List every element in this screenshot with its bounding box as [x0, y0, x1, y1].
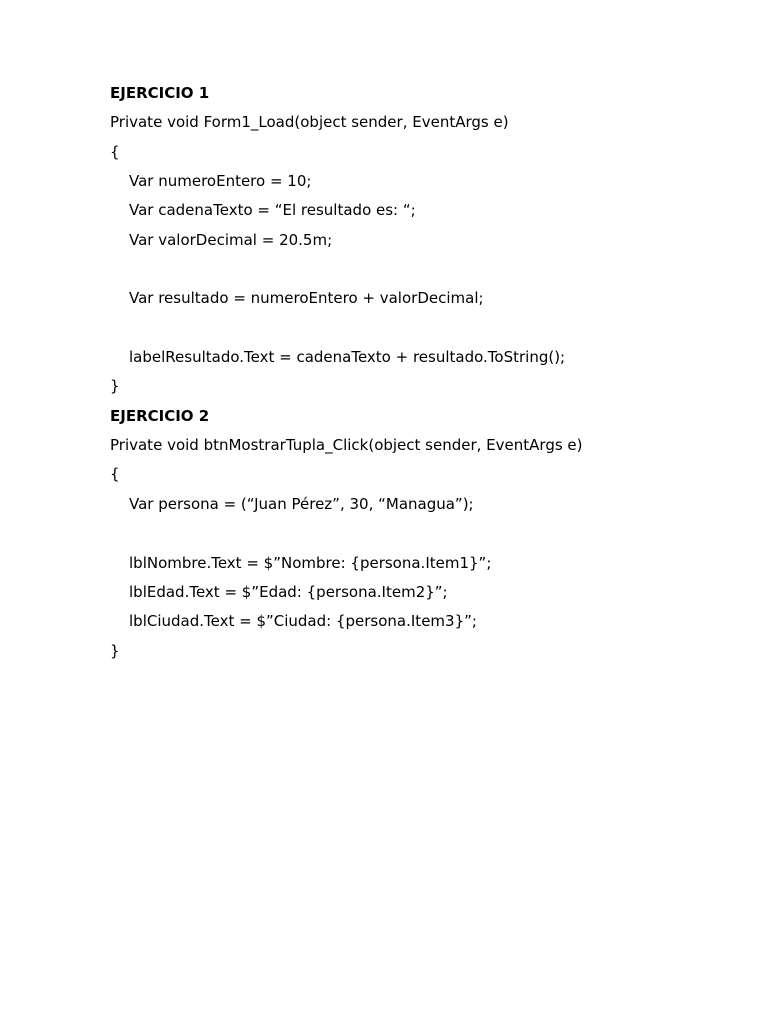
exercise-2-code-line-4: lblCiudad.Text = $”Ciudad: {persona.Item3}”; — [129, 612, 477, 631]
blank-line — [110, 314, 730, 343]
exercise-2-open-brace: { — [110, 465, 120, 484]
exercise-1-code-line-2: Var cadenaTexto = “El resultado es: “; — [129, 201, 416, 220]
exercise-1-code-line-3: Var valorDecimal = 20.5m; — [129, 230, 333, 249]
exercise-2-code-line-1: Var persona = (“Juan Pérez”, 30, “Managua”); — [129, 494, 474, 513]
exercise-1-heading: EJERCICIO 1 — [110, 84, 210, 102]
exercise-2-signature: Private void btnMostrarTupla_Click(object sender, EventArgs e) — [110, 436, 583, 455]
document-page — [110, 79, 730, 666]
exercise-1-open-brace: { — [110, 142, 120, 161]
exercise-1-code-line-4: Var resultado = numeroEntero + valorDecimal; — [129, 289, 484, 308]
blank-line — [110, 519, 730, 548]
blank-line — [110, 255, 730, 284]
exercise-2-code-line-2: lblNombre.Text = $”Nombre: {persona.Item1}”; — [129, 553, 492, 572]
exercise-2-code-line-3: lblEdad.Text = $”Edad: {persona.Item2}”; — [129, 582, 448, 601]
exercise-2-close-brace: } — [110, 641, 120, 660]
exercise-1-code-line-5: labelResultado.Text = cadenaTexto + resultado.ToString(); — [129, 348, 566, 367]
exercise-1-signature: Private void Form1_Load(object sender, EventArgs e) — [110, 113, 509, 132]
exercise-1-close-brace: } — [110, 377, 120, 396]
exercise-2-heading: EJERCICIO 2 — [110, 406, 210, 425]
exercise-1-code-line-1: Var numeroEntero = 10; — [129, 172, 312, 191]
